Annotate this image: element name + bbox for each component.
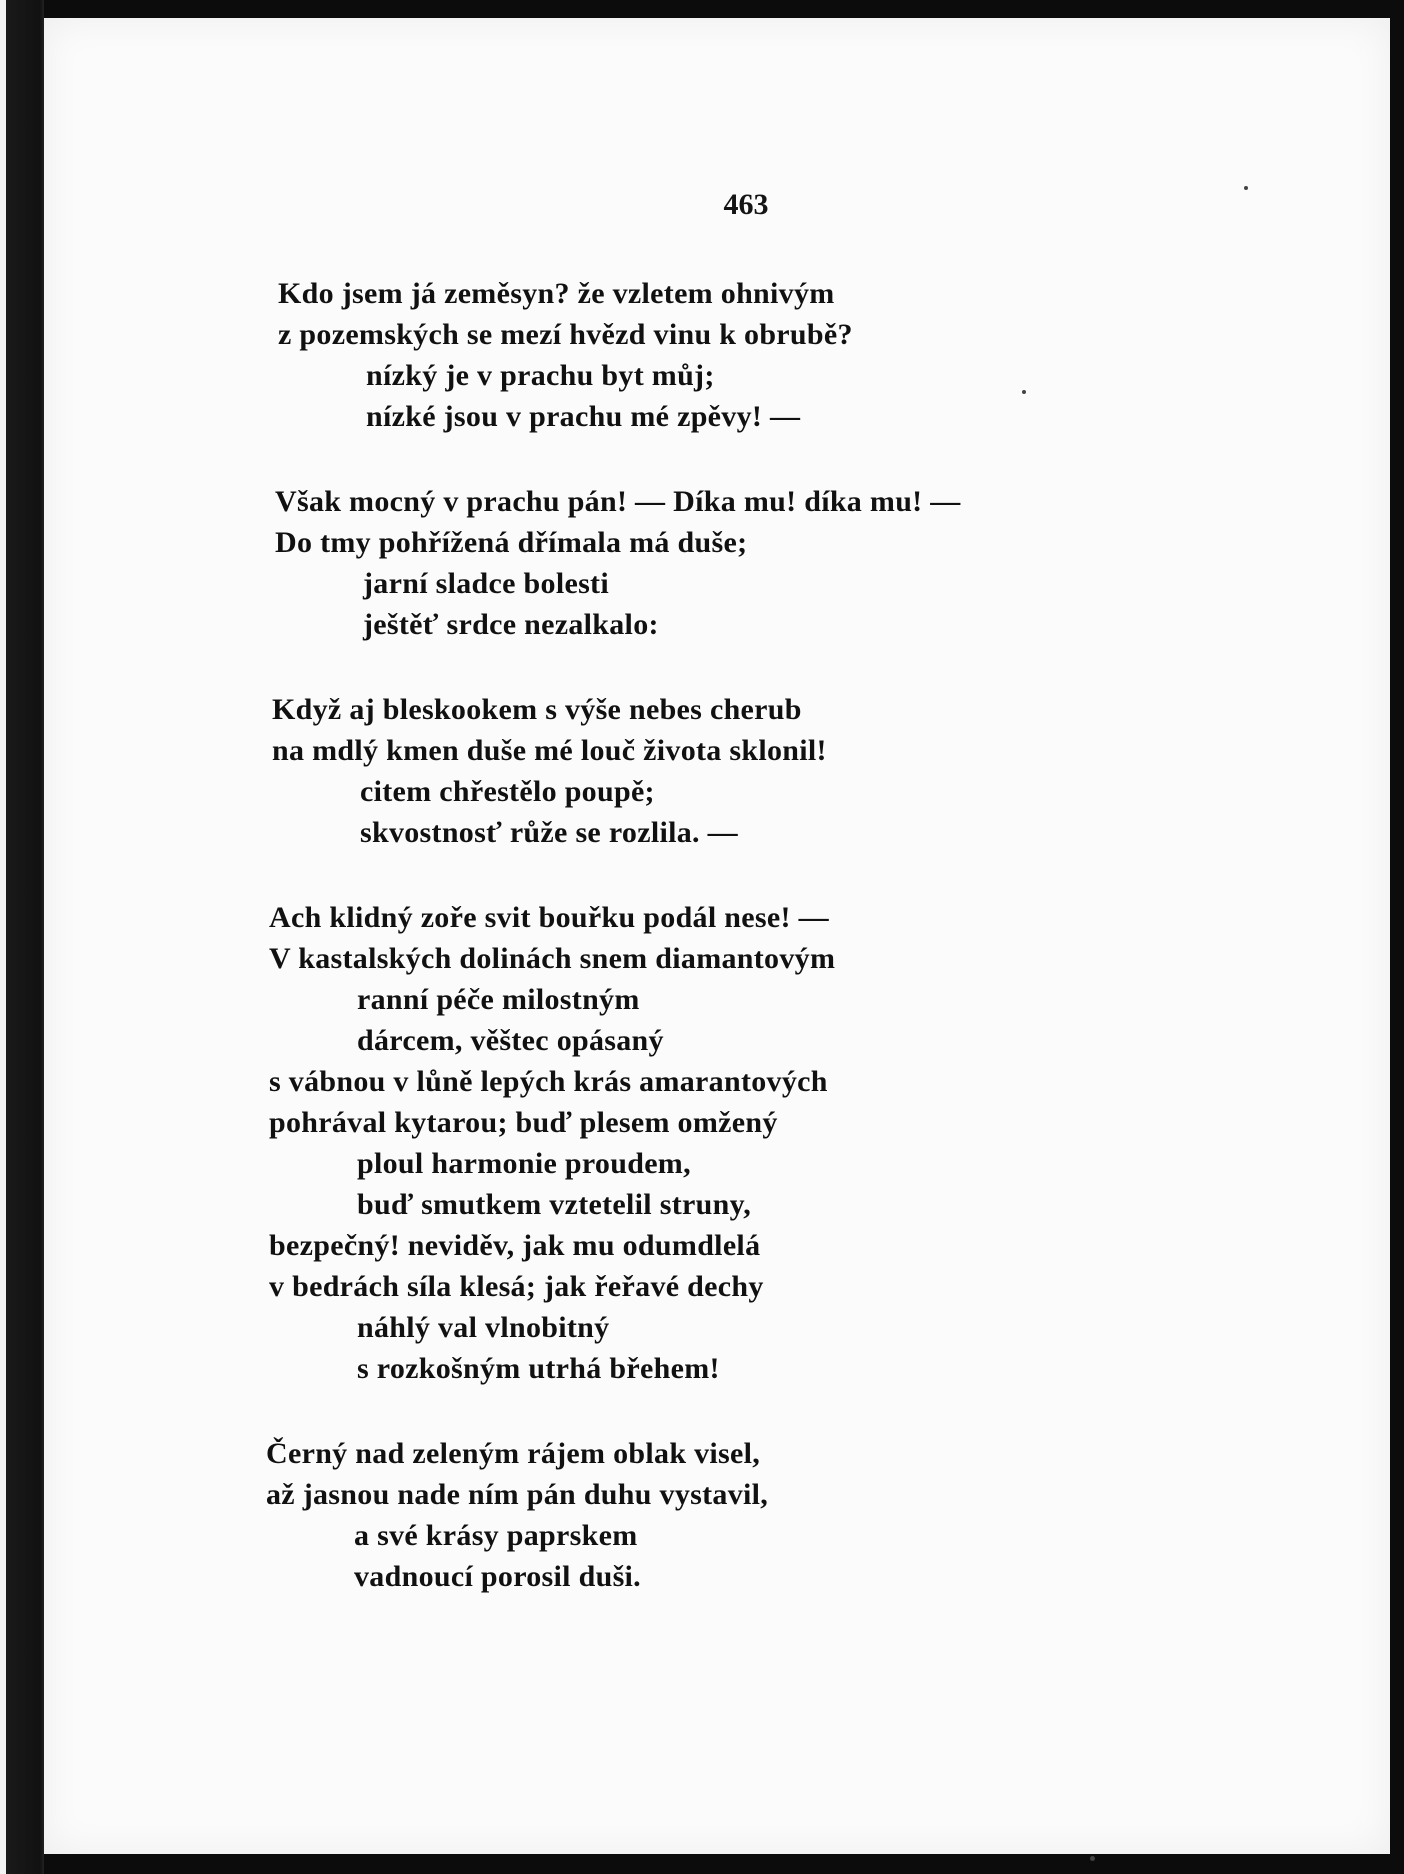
poem-line-indented: skvostnosť růže se rozlila. — (360, 816, 738, 849)
poem-line-indented: ranní péče milostným (357, 983, 640, 1016)
page-number: 463 (723, 188, 769, 221)
poem-line-indented: citem chřestělo poupě; (360, 775, 655, 808)
poem-line-indented: náhlý val vlnobitný (357, 1311, 610, 1344)
poem-line: až jasnou nade ním pán duhu vystavil, (266, 1478, 769, 1511)
poem-line: z pozemských se mezí hvězd vinu k obrubě? (278, 318, 853, 351)
poem-line-indented: nízké jsou v prachu mé zpěvy! — (366, 400, 801, 433)
poem-line-indented: dárcem, věštec opásaný (357, 1024, 664, 1057)
poem-line: Když aj bleskookem s výše nebes cherub (272, 693, 802, 726)
poem-line: Však mocný v prachu pán! — Díka mu! díka mu! — (275, 485, 961, 518)
poem-line: bezpečný! neviděv, jak mu odumdlelá (269, 1229, 761, 1262)
dust-speck (1244, 186, 1248, 190)
poem-line-indented: buď smutkem vztetelil struny, (357, 1188, 752, 1221)
poem-line-indented: ploul harmonie proudem, (357, 1147, 691, 1180)
dust-speck (1090, 1856, 1095, 1861)
poem-line-indented: ještěť srdce nezalkalo: (363, 608, 659, 641)
poem-line: Ach klidný zoře svit bouřku podál nese! — (269, 901, 829, 934)
poem-line: pohrával kytarou; buď plesem omžený (269, 1106, 778, 1139)
poem-line: Do tmy pohřížená dřímala má duše; (275, 526, 748, 559)
page-sheet (44, 18, 1390, 1854)
poem-line: Kdo jsem já zeměsyn? že vzletem ohnivým (278, 277, 835, 310)
poem-line: s vábnou v lůně lepých krás amarantových (269, 1065, 828, 1098)
poem-line-indented: vadnoucí porosil duši. (354, 1560, 641, 1593)
poem-line: na mdlý kmen duše mé louč života sklonil! (272, 734, 827, 767)
scan-edge-border (0, 0, 44, 1874)
poem-line: Černý nad zeleným rájem oblak visel, (266, 1437, 761, 1470)
poem-line-indented: s rozkošným utrhá břehem! (357, 1352, 720, 1385)
poem-line-indented: a své krásy paprskem (354, 1519, 638, 1552)
poem-line: v bedrách síla klesá; jak řeřavé dechy (269, 1270, 764, 1303)
poem-line-indented: jarní sladce bolesti (363, 567, 609, 600)
poem-line: V kastalských dolinách snem diamantovým (269, 942, 836, 975)
dust-speck (1022, 390, 1026, 394)
poem-line-indented: nízký je v prachu byt můj; (366, 359, 715, 392)
